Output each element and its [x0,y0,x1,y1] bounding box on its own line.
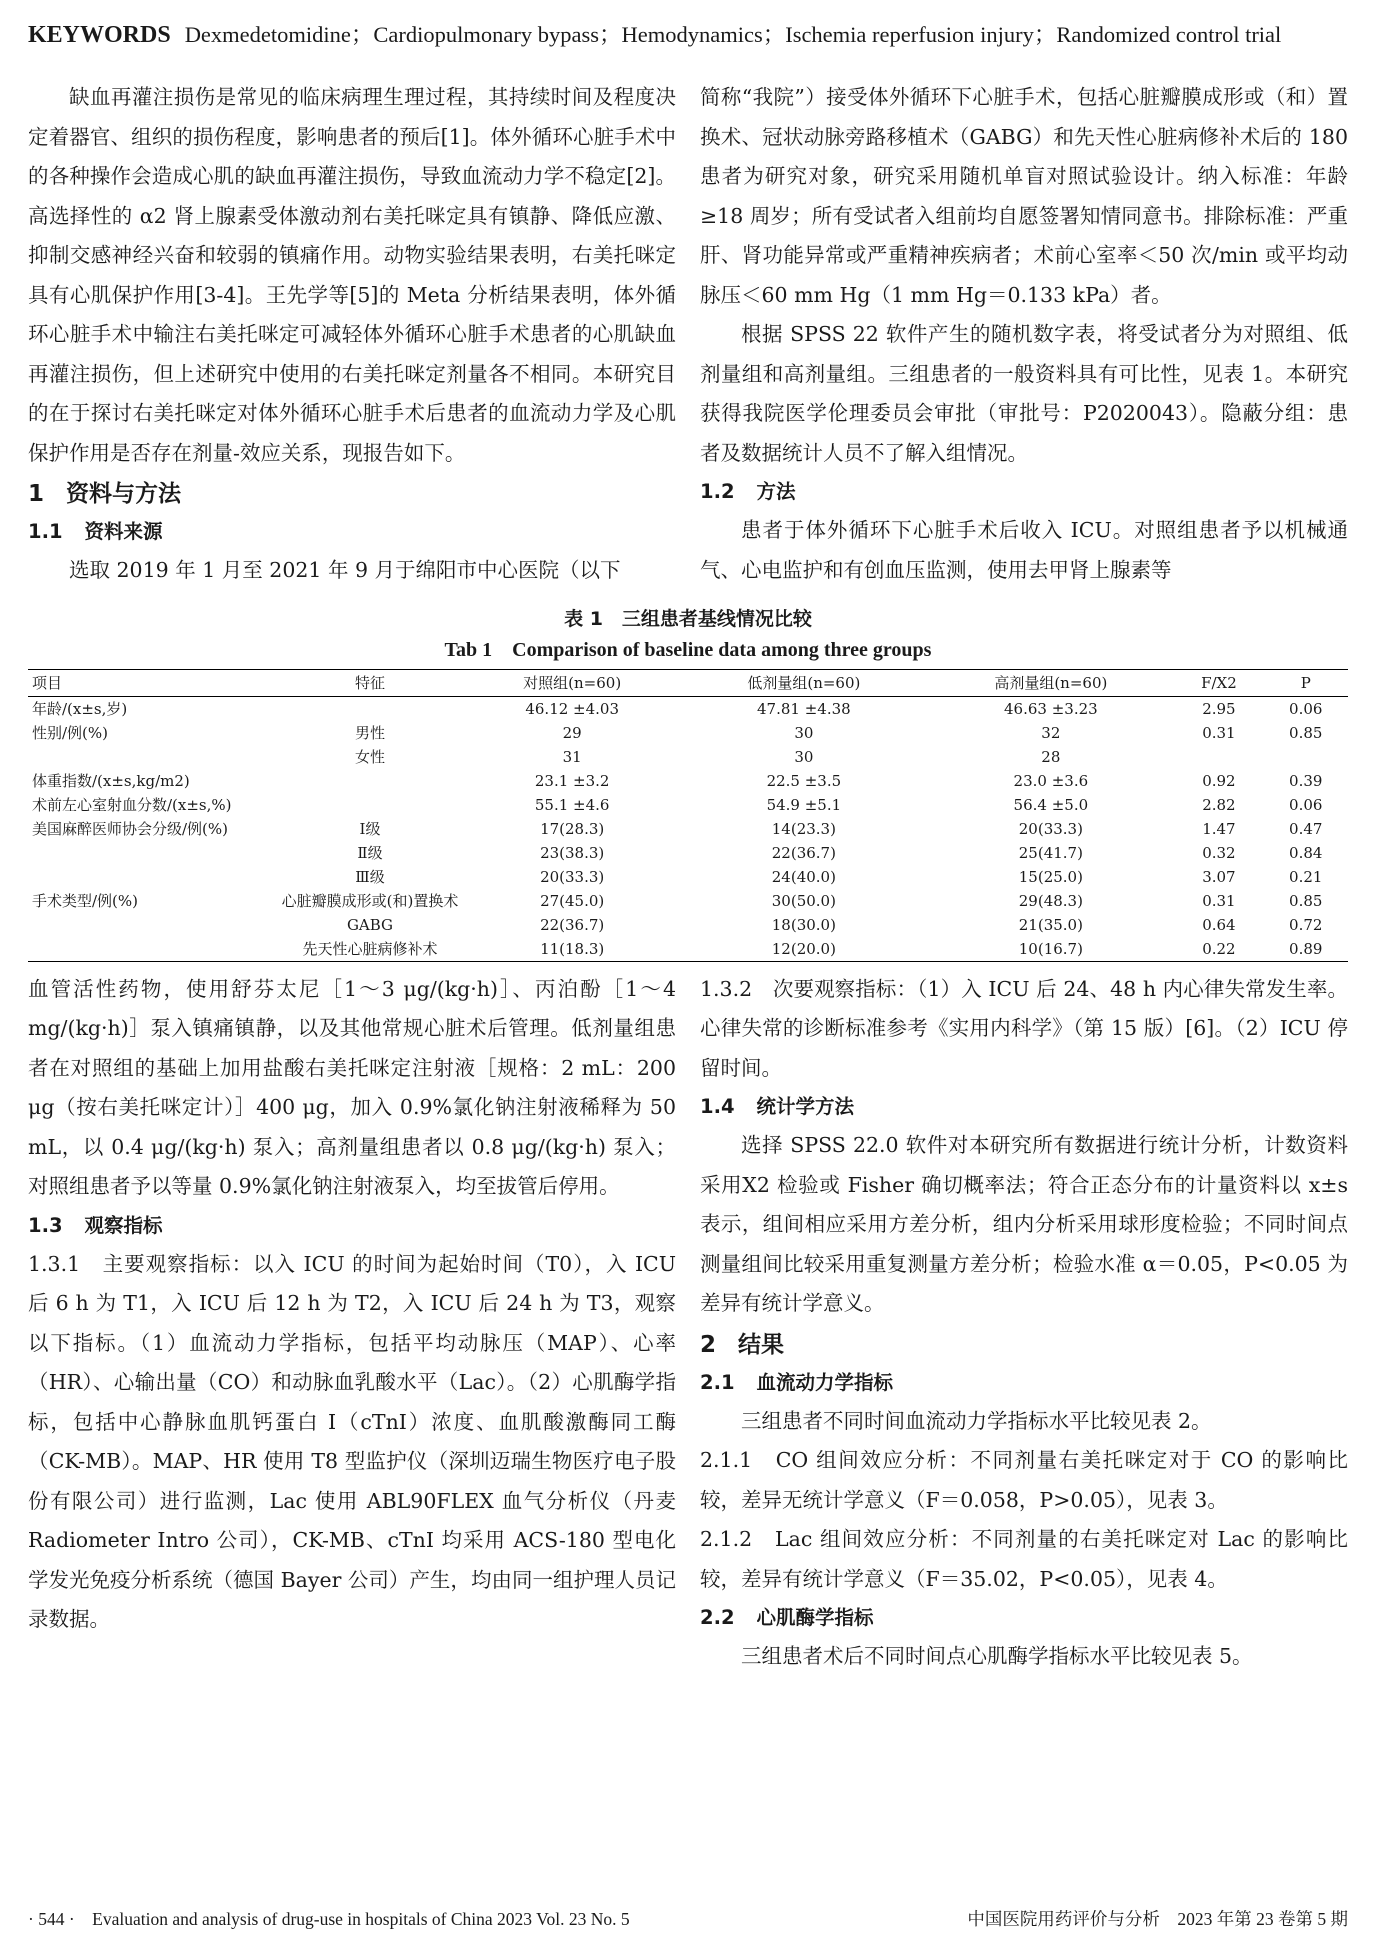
table-row [28,865,1348,889]
table-cell: 0.89 [1263,937,1348,962]
bottom-columns [28,970,1348,1677]
top-columns [28,78,1348,591]
table-cell: 15(25.0) [1018,867,1083,886]
table-cell: 30(50.0) [771,891,836,910]
table-cell [1263,745,1348,769]
right-column-top [700,78,1348,591]
table-row [28,696,1348,721]
table-row [28,841,1348,865]
table-cell [28,745,276,769]
subjects-paragraph: 简称“我院”）接受体外循环下心脏手术，包括心脏瓣膜成形或（和）置换术、冠状动脉旁路移植术（GABG）和先天性心脏病修补术后的 180 患者为研究对象，研究采用随机单盲对照试验设计。纳入标准：年龄≥18 周岁；所有受试者入组前均自愿签署知情同意书。排除标准：严重肝、肾功能异常或严重精神疾病者；术前心室率＜50 次/min 或平均动脉压＜60 mm Hg（1 mm Hg＝0.133 kPa）者。 [700,85,1348,307]
table-row [28,889,1348,913]
header-cell: P [1263,669,1348,696]
table-cell: 女性 [354,748,385,766]
table-cell: 32 [1041,723,1061,742]
table-cell: 27(45.0) [540,891,605,910]
table-cell: 46.12 ±4.03 [525,699,620,718]
table-cell [1174,745,1263,769]
table-cell: 0.22 [1174,937,1263,962]
table-cell: 0.47 [1289,819,1323,838]
subsection-title: 血流动力学指标 [756,1370,894,1394]
table-cell: 28 [1041,747,1061,766]
table-cell: 29(48.3) [1018,891,1083,910]
indicators-paragraph: 1.3.1 主要观察指标：以入 ICU 的时间为起始时间（T0），入 ICU 后 6 h 为 T1，入 ICU 后 12 h 为 T2，入 ICU 后 24 h 为 T3，观察以下指标。（1）血流动力学指标，包括平均动脉压（MAP）、心率（HR）、心输出量（CO）和动脉血乳酸水平（Lac）。（2）心肌酶学指标，包括中心静脉血肌钙蛋白 I（cTnI）浓度、血肌酸激酶同工酶（CK-MB）。MAP、HR 使用 T8 型监护仪（深圳迈瑞生物医疗电子股份有限公司）进行监测，Lac 使用 ABL90FLEX 血气分析仪（丹麦 Radiometer Intro 公司），CK-MB、cTnI 均采用 ACS-180 型电化学发光免疫分析系统（德国 Bayer 公司）产生，均由同一组护理人员记录数据。 [28,1251,676,1631]
subsection-heading-1-2 [700,473,1348,511]
subsection-title: 方法 [756,480,796,503]
table-cell: 55.1 ±4.6 [534,795,610,814]
section-heading-2 [700,1326,1348,1364]
subsection-heading-1-4 [700,1088,1348,1126]
table-cell: 2.82 [1202,795,1236,814]
keywords-label: KEYWORDS [28,22,171,48]
subsection-number: 1.3 [28,1213,63,1237]
header-cell: 对照组(n=60) [464,669,680,696]
results-paragraph: 三组患者不同时间血流动力学指标水平比较见表 2。 [741,1408,1212,1433]
table-cell: 23.0 ±3.6 [1013,771,1089,790]
left-column-bottom [28,970,676,1677]
table-cell: 0.06 [1289,795,1323,814]
table-cell: Ⅲ级 [355,868,385,886]
data-source-paragraph: 选取 2019 年 1 月至 2021 年 9 月于绵阳市中心医院（以下 [69,558,621,582]
table-body [28,696,1348,961]
methods-paragraph: 患者于体外循环下心脏手术后收入 ICU。对照组患者予以机械通气、心电监护和有创血压监测，使用去甲肾上腺素等 [700,518,1348,582]
section-number: 1 [28,481,45,507]
table-cell: 47.81 ±4.38 [757,699,851,718]
table-cell: 30 [794,747,814,766]
header-cell: 高剂量组(n=60) [927,669,1174,696]
subsection-number: 2.1 [700,1370,735,1394]
table-cell: 0.85 [1289,891,1323,910]
subsection-title: 心肌酶学指标 [756,1606,874,1629]
table-row [28,769,1348,793]
page-footer [28,1906,1348,1931]
subsection-title: 资料来源 [84,520,163,543]
keywords-block [28,16,1348,54]
table-cell: 20(33.3) [1018,819,1083,838]
subsection-heading-2-1 [700,1364,1348,1402]
table-cell: 11(18.3) [464,937,680,962]
statistics-paragraph: 选择 SPSS 22.0 软件对本研究所有数据进行统计分析，计数资料采用X2 检验或 Fisher 确切概率法；符合正态分布的计量资料以 x±s 表示，组间相应采用方差分析，组内分析采用球形度检验；不同时间点测量组间比较采用重复测量方差分析；检验水准 α＝0.05，P<0.05 为差异有统计学意义。 [700,1133,1348,1315]
table-row [28,817,1348,841]
table-cell [28,865,276,889]
subsection-number: 1.1 [28,520,63,543]
table-cell: 18(30.0) [771,915,836,934]
subsection-title: 统计学方法 [756,1095,855,1118]
table-header-row [28,669,1348,696]
enzyme-paragraph: 三组患者术后不同时间点心肌酶学指标水平比较见表 5。 [741,1644,1253,1668]
table-row [28,721,1348,745]
table-cell: 0.31 [1202,891,1236,910]
table-cell: 先天性心脏病修补术 [276,937,464,962]
table-cell [28,913,276,937]
table-title-en: Tab 1 Comparison of baseline data among three groups [444,638,932,661]
right-column-bottom [700,970,1348,1677]
table-cell: 心脏瓣膜成形或(和)置换术 [281,892,459,910]
table-cell: 0.64 [1202,915,1236,934]
drug-paragraph: 血管活性药物，使用舒芬太尼［1～3 μg/(kg·h)］、丙泊酚［1～4 mg/(kg·h)］泵入镇痛镇静，以及其他常规心脏术后管理。低剂量组患者在对照组的基础上加用盐酸右美托咪定注射液［规格：2 mL：200 μg（按右美托咪定计）］400 μg，加入 0.9%氯化钠注射液稀释为 50 mL，以 0.4 μg/(kg·h) 泵入；高剂量组患者以 0.8 μg/(kg·h) 泵入；对照组患者予以等量 0.9%氯化钠注射液泵入，均至拔管后停用。 [28,976,676,1198]
table-cell: 17(28.3) [540,819,605,838]
table-cell: 年龄/(x±s,岁) [32,700,128,718]
table-cell: 2.95 [1202,699,1236,718]
header-cell: F/X2 [1174,669,1263,696]
table-cell: 56.4 ±5.0 [1013,795,1089,814]
footer-right: 中国医院用药评价与分析 2023 年第 23 卷第 5 期 [967,1909,1348,1929]
subsection-title: 观察指标 [84,1213,163,1237]
table-cell: 23(38.3) [540,843,605,862]
table-cell: 12(20.0) [680,937,927,962]
table-row [28,745,1348,769]
left-column-top [28,78,676,591]
table-cell [276,769,464,793]
section-title: 结果 [738,1331,785,1358]
header-cell: 项目 [28,669,276,696]
table-cell [276,793,464,817]
table-cell: 22(36.7) [540,915,605,934]
article-page [28,16,1348,1677]
table-cell: 25(41.7) [1018,843,1083,862]
section-number: 2 [700,1331,717,1358]
table-row [28,913,1348,937]
subsection-number: 1.4 [700,1095,735,1118]
header-cell: 低剂量组(n=60) [680,669,927,696]
table-cell: 10(16.7) [927,937,1174,962]
table-row [28,793,1348,817]
subsection-number: 1.2 [700,480,735,503]
table-cell: 14(23.3) [771,819,836,838]
subsection-heading-1-1 [28,513,676,551]
table-cell: 0.85 [1289,723,1323,742]
table-cell: Ⅰ级 [359,820,381,838]
keywords-text: Dexmedetomidine；Cardiopulmonary bypass；Hemodynamics；Ischemia reperfusion injury；Randomized control trial [184,22,1282,47]
table-cell: 0.39 [1289,771,1323,790]
table-cell: 0.32 [1202,843,1236,862]
secondary-indicators-paragraph: 1.3.2 次要观察指标：（1）入 ICU 后 24、48 h 内心律失常发生率。心律失常的诊断标准参考《实用内科学》（第 15 版）[6]。（2）ICU 停留时间。 [700,976,1348,1080]
table-cell: 体重指数/(x±s,kg/m2) [32,772,190,790]
table-cell: 29 [562,723,582,742]
table-cell: 1.47 [1202,819,1236,838]
table-cell: 3.07 [1202,867,1236,886]
table-cell: 性别/例(%) [32,724,109,742]
table-cell: GABG [346,915,394,934]
table-cell: 54.9 ±5.1 [766,795,842,814]
table-cell: 22.5 ±3.5 [766,771,842,790]
section-heading-1 [28,475,676,513]
table-cell: 23.1 ±3.2 [534,771,610,790]
table-1 [28,603,1348,962]
co-analysis-paragraph: 2.1.1 CO 组间效应分析：不同剂量右美托咪定对于 CO 的影响比较，差异无统计学意义（F＝0.058，P>0.05），见表 3。 [700,1448,1348,1512]
table-cell: 46.63 ±3.23 [1004,699,1098,718]
footer-left: · 544 · Evaluation and analysis of drug-use in hospitals of China 2023 Vol. 23 No. 5 [28,1909,630,1929]
table-cell: 0.31 [1202,723,1236,742]
table-row [28,937,1348,962]
baseline-table [28,669,1348,962]
table-cell: 手术类型/例(%) [32,892,139,910]
table-cell [28,841,276,865]
intro-paragraph: 缺血再灌注损伤是常见的临床病理生理过程，其持续时间及程度决定着器官、组织的损伤程度，影响患者的预后[1]。体外循环心脏手术中的各种操作会造成心肌的缺血再灌注损伤，导致血流动力学不稳定[2]。高选择性的 α2 肾上腺素受体激动剂右美托咪定具有镇静、降低应激、抑制交感神经兴奋和较弱的镇痛作用。动物实验结果表明，右美托咪定具有心肌保护作用[3-4]。王先学等[5]的 Meta 分析结果表明，体外循环心脏手术中输注右美托咪定可减轻体外循环心脏手术患者的心肌缺血再灌注损伤，但上述研究中使用的右美托咪定剂量各不相同。本研究目的在于探讨右美托咪定对体外循环心脏手术后患者的血流动力学及心肌保护作用是否存在剂量-效应关系，现报告如下。 [28,85,676,465]
table-cell: 0.92 [1202,771,1236,790]
lac-analysis-paragraph: 2.1.2 Lac 组间效应分析：不同剂量的右美托咪定对 Lac 的影响比较，差异有统计学意义（F＝35.02，P<0.05），见表 4。 [700,1527,1348,1591]
table-cell: 男性 [354,724,385,742]
table-title-cn: 表 1 三组患者基线情况比较 [564,607,812,630]
table-cell: 术前左心室射血分数/(x±s,%) [32,796,232,814]
table-cell: 30 [794,723,814,742]
table-cell: 美国麻醉医师协会分级/例(%) [32,820,229,838]
table-cell: 22(36.7) [771,843,836,862]
table-cell: 0.06 [1289,699,1323,718]
section-title: 资料与方法 [66,481,182,507]
table-cell: 0.72 [1289,915,1323,934]
table-cell: Ⅱ级 [357,844,383,862]
table-cell: 0.21 [1289,867,1323,886]
table-cell: 24(40.0) [771,867,836,886]
subsection-heading-2-2 [700,1599,1348,1637]
table-cell: 0.84 [1289,843,1323,862]
table-cell: 20(33.3) [540,867,605,886]
subsection-number: 2.2 [700,1606,735,1629]
table-cell: 31 [562,747,582,766]
subsection-heading-1-3 [28,1207,676,1245]
randomization-paragraph: 根据 SPSS 22 软件产生的随机数字表，将受试者分为对照组、低剂量组和高剂量组。三组患者的一般资料具有可比性，见表 1。本研究获得我院医学伦理委员会审批（审批号：P2020043）。隐蔽分组：患者及数据统计人员不了解入组情况。 [700,322,1348,465]
table-cell: 21(35.0) [1018,915,1083,934]
table-cell [276,696,464,721]
header-cell: 特征 [276,669,464,696]
table-cell [28,937,276,962]
